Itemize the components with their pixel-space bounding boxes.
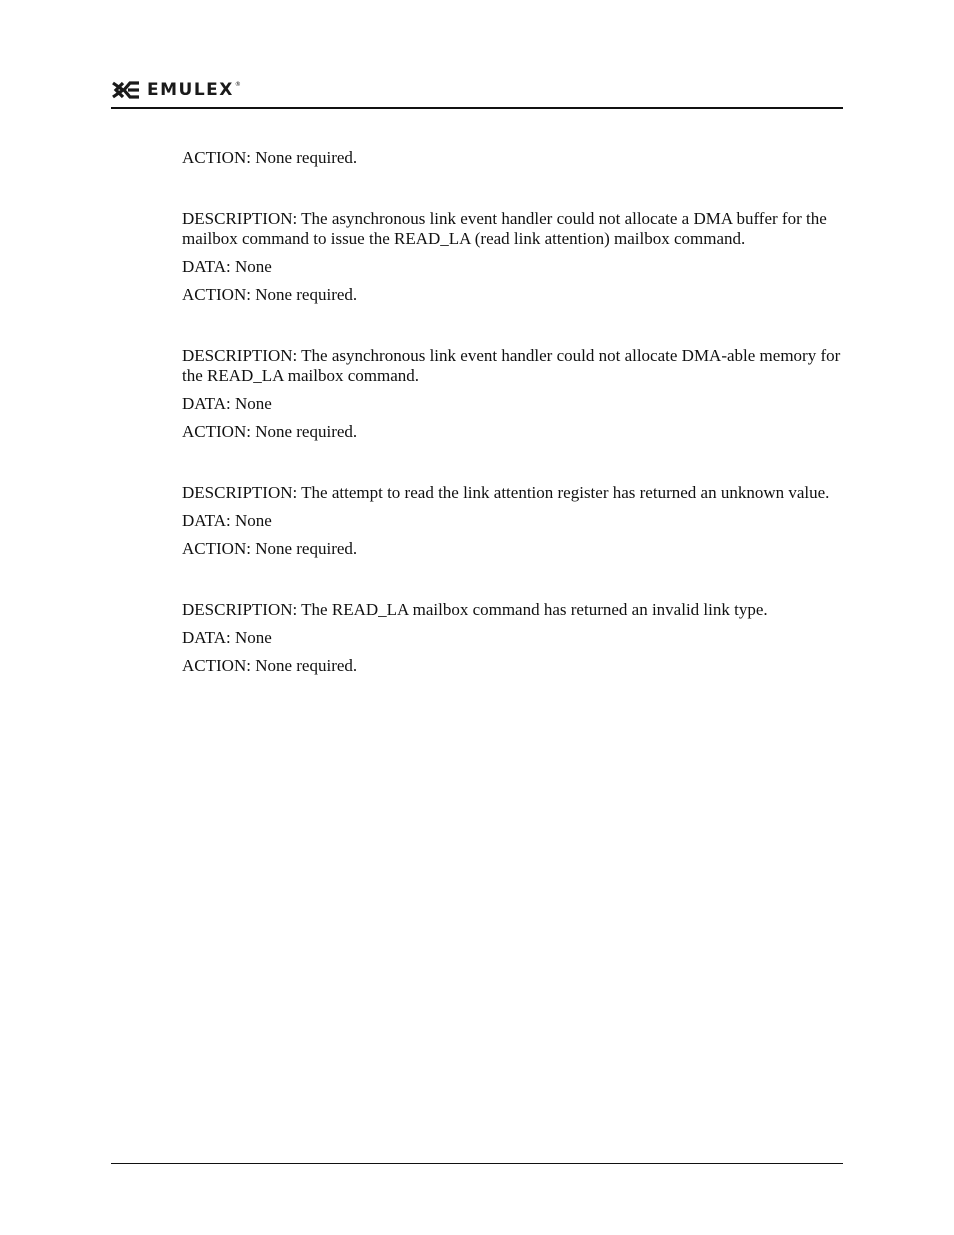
entry-data: DATA: None — [182, 511, 272, 530]
entry-description: DESCRIPTION: The attempt to read the link attention register has returned an unknown value. — [182, 483, 830, 502]
logo-wordmark: EMULEX — [147, 80, 234, 100]
entry-description: DESCRIPTION: The asynchronous link event handler could not allocate DMA-able memory for the READ_LA mailbox command. — [182, 346, 841, 385]
logo-trademark: ® — [234, 80, 241, 88]
emulex-logo — [111, 80, 241, 100]
entry-action: ACTION: None required. — [182, 422, 358, 441]
entry-description: DESCRIPTION: The asynchronous link event handler could not allocate a DMA buffer for the mailbox command to issue the READ_LA (read link attention) mailbox command. — [182, 209, 827, 248]
footer-divider — [111, 1163, 843, 1164]
entry-action: ACTION: None required. — [182, 285, 358, 304]
entry-data: DATA: None — [182, 628, 272, 647]
header-divider — [111, 107, 843, 109]
intro-action: ACTION: None required. — [182, 148, 358, 167]
entry-action: ACTION: None required. — [182, 656, 358, 675]
message-entry — [182, 209, 842, 305]
message-entry — [182, 483, 842, 559]
message-entry — [182, 346, 842, 442]
message-entry — [182, 600, 842, 676]
entry-data: DATA: None — [182, 257, 272, 276]
entry-description: DESCRIPTION: The READ_LA mailbox command has returned an invalid link type. — [182, 600, 768, 619]
page-header — [111, 80, 843, 110]
page-content — [182, 148, 842, 684]
entry-action: ACTION: None required. — [182, 539, 358, 558]
entry-data: DATA: None — [182, 394, 272, 413]
emulex-logo-mark-icon — [111, 80, 145, 100]
